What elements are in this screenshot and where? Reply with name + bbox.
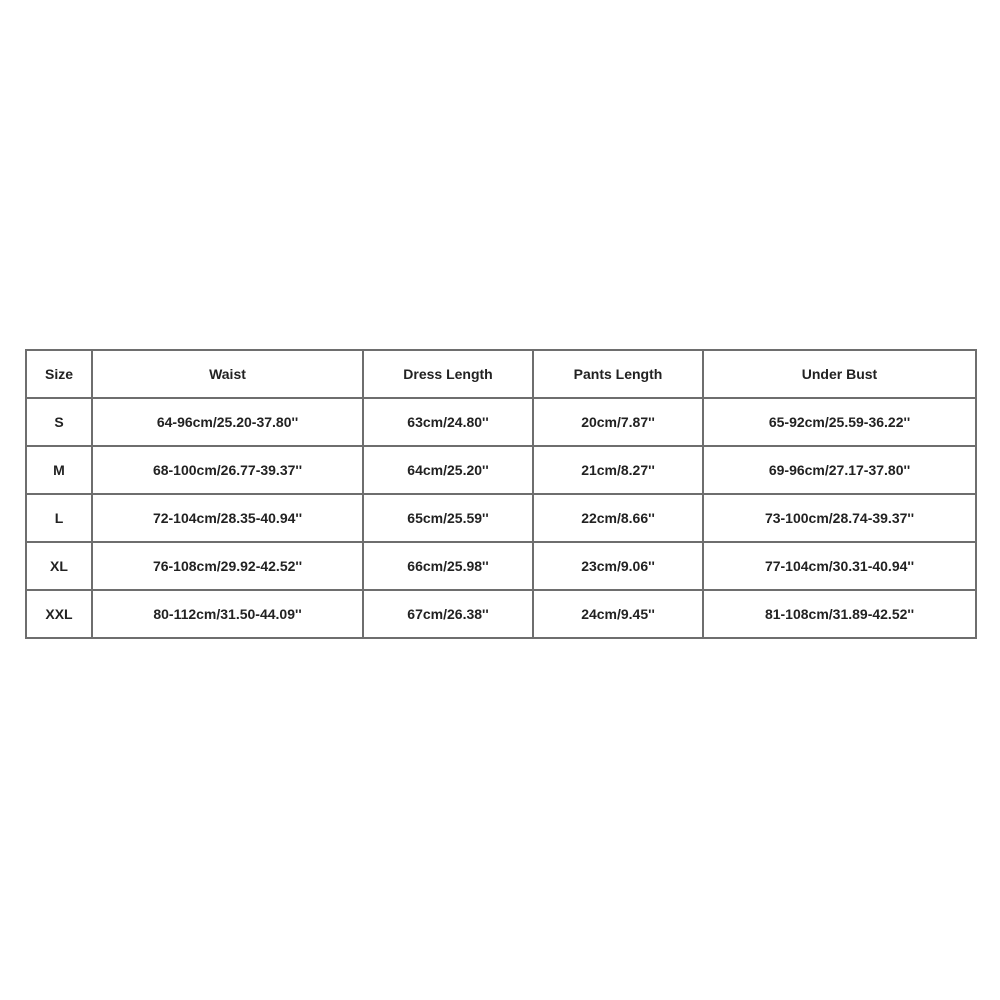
cell-dress-length: 64cm/25.20'' — [363, 446, 533, 494]
header-row — [26, 350, 976, 398]
header-size: Size — [26, 350, 92, 398]
cell-under-bust: 73-100cm/28.74-39.37'' — [703, 494, 976, 542]
cell-dress-length: 66cm/25.98'' — [363, 542, 533, 590]
cell-size: XL — [26, 542, 92, 590]
header-pants-length: Pants Length — [533, 350, 703, 398]
cell-size: L — [26, 494, 92, 542]
cell-waist: 64-96cm/25.20-37.80'' — [92, 398, 363, 446]
header-dress-length: Dress Length — [363, 350, 533, 398]
header-under-bust: Under Bust — [703, 350, 976, 398]
cell-waist: 72-104cm/28.35-40.94'' — [92, 494, 363, 542]
cell-size: M — [26, 446, 92, 494]
cell-waist: 68-100cm/26.77-39.37'' — [92, 446, 363, 494]
cell-under-bust: 69-96cm/27.17-37.80'' — [703, 446, 976, 494]
table-row — [26, 398, 976, 446]
cell-under-bust: 77-104cm/30.31-40.94'' — [703, 542, 976, 590]
cell-pants-length: 23cm/9.06'' — [533, 542, 703, 590]
table-row — [26, 446, 976, 494]
cell-pants-length: 20cm/7.87'' — [533, 398, 703, 446]
cell-dress-length: 65cm/25.59'' — [363, 494, 533, 542]
cell-under-bust: 81-108cm/31.89-42.52'' — [703, 590, 976, 638]
table-row — [26, 542, 976, 590]
table-row — [26, 590, 976, 638]
cell-dress-length: 63cm/24.80'' — [363, 398, 533, 446]
cell-under-bust: 65-92cm/25.59-36.22'' — [703, 398, 976, 446]
cell-waist: 80-112cm/31.50-44.09'' — [92, 590, 363, 638]
size-chart-table — [25, 349, 977, 639]
cell-waist: 76-108cm/29.92-42.52'' — [92, 542, 363, 590]
cell-size: S — [26, 398, 92, 446]
cell-pants-length: 22cm/8.66'' — [533, 494, 703, 542]
header-waist: Waist — [92, 350, 363, 398]
cell-pants-length: 21cm/8.27'' — [533, 446, 703, 494]
table-row — [26, 494, 976, 542]
cell-dress-length: 67cm/26.38'' — [363, 590, 533, 638]
cell-pants-length: 24cm/9.45'' — [533, 590, 703, 638]
cell-size: XXL — [26, 590, 92, 638]
